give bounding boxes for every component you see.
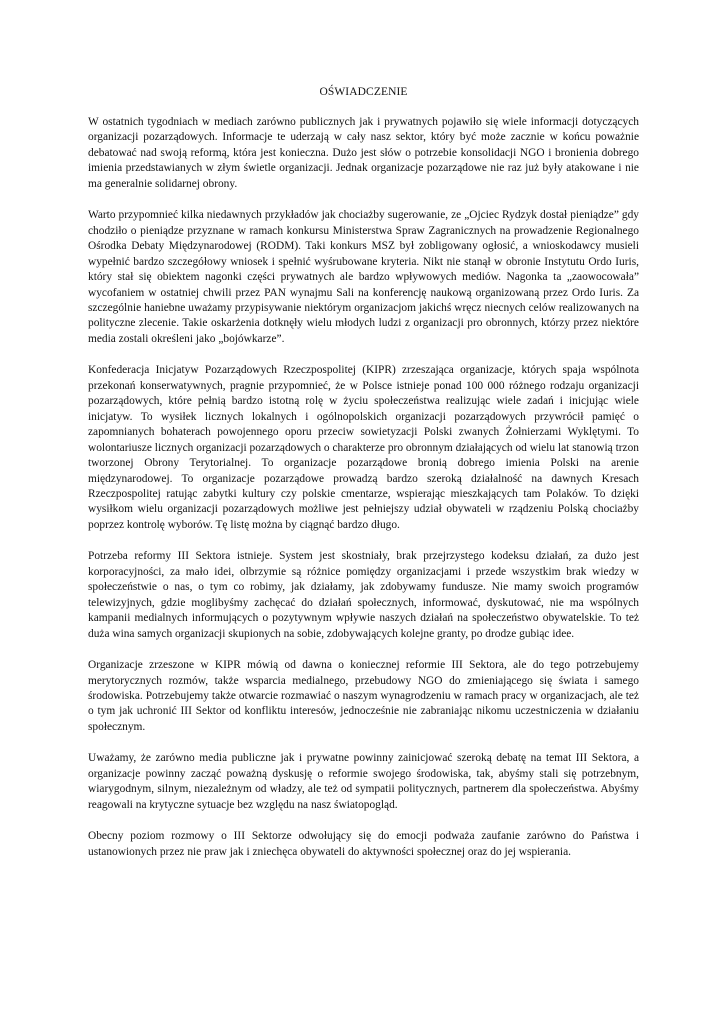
document-title: OŚWIADCZENIE xyxy=(319,86,408,98)
paragraph-3: Konfederacja Inicjatyw Pozarządowych Rzeczpospolitej (KIPR) zrzeszająca organizacje, których spaja wspólnota przekonań konserwatywnych, pragnie przypomnieć, że w Polsce istnieje ponad 100 000 różnego rodzaju organizacji pozarządowych, które pełnią bardzo istotną rolę w życiu społeczeństwa realizując wiele zadań i inicjując wiele inicjatyw. To wysiłek licznych lokalnych i ogólnopolskich organizacji pozarządowych przywrócił pamięć o zapomnianych bohaterach powojennego oporu przeciw sowietyzacji Polski zwanych Żołnierzami Wyklętymi. To wolontariusze licznych organizacji pozarządowych o charakterze pro obronnym działających od wielu lat stanowią trzon tworzonej Obrony Terytorialnej. To organizacje pozarządowe bronią dobrego imienia Polski na arenie międzynarodowej. To organizacje pozarządowe prowadzą bardzo szeroką działalność na dawnych Kresach Rzeczpospolitej ratując zabytki kultury czy polskie cmentarze, wspierając mieszkających tam Polaków. To dzięki wysiłkom wielu organizacji pozarządowych możliwe jest pełniejszy udział obywateli w rządzeniu Polską chociażby poprzez kontrolę wyborów. Tę listę można by ciągnąć bardzo długo. xyxy=(88,364,639,531)
paragraph-1: W ostatnich tygodniach w mediach zarówno publicznych jak i prywatnych pojawiło się wiele informacji dotyczących organizacji pozarządowych. Informacje te uderzają w cały nasz sektor, który być może zacznie w końcu poważnie debatować nad swoją reformą, która jest konieczna. Dużo jest słów o potrzebie konsolidacji NGO i bronienia dobrego imienia przedstawianych w złym świetle organizacji. Jednak organizacje pozarządowe nie raz już były atakowane i nie ma generalnie solidarnej obrony. xyxy=(88,116,639,190)
paragraph-6: Uważamy, że zarówno media publiczne jak i prywatne powinny zainicjować szeroką debatę na temat III Sektora, a organizacje powinny zacząć poważną dyskusję o reformie swojego środowiska, tak, abyśmy stali się potrzebnym, wiarygodnym, silnym, niezależnym od władzy, ale też od sympatii politycznych, partnerem dla społeczeństwa. Abyśmy reagowali na krytyczne sytuacje bez względu na nasz światopogląd. xyxy=(88,752,639,811)
paragraph-4: Potrzeba reformy III Sektora istnieje. System jest skostniały, brak przejrzystego kodeksu działań, za dużo jest korporacyjności, za mało idei, olbrzymie są różnice pomiędzy organizacjami i przede wszystkim brak wiedzy w społeczeństwie o nas, o tym co robimy, jak działamy, jak zdobywamy fundusze. Nie mamy swoich programów telewizyjnych, gdzie moglibyśmy zachęcać do działań społecznych, informować, dyskutować, nie ma wspólnych kampanii medialnych informujących o pozytywnym wpływie naszych działań na społeczeństwo obywatelskie. To też duża wina samych organizacji skupionych na sobie, zdobywających kolejne granty, po drodze gubiąc idee. xyxy=(88,550,639,640)
paragraph-7: Obecny poziom rozmowy o III Sektorze odwołujący się do emocji podważa zaufanie zarówno do Państwa i ustanowionych przez nie praw jak i zniechęca obywateli do aktywności społecznej oraz do jej wspierania. xyxy=(88,830,639,858)
paragraph-2: Warto przypomnieć kilka niedawnych przykładów jak chociażby sugerowanie, ze „Ojciec Rydzyk dostał pieniądze” gdy chodziło o pieniądze przyznane w ramach konkursu Ministerstwa Spraw Zagranicznych na prowadzenie Regionalnego Ośrodka Debaty Międzynarodowej (RODM). Taki konkurs MSZ był zobligowany ogłosić, a wnioskodawcy musieli wypełnić bardzo szczegółowy wniosek i spełnić wyśrubowane kryteria. Nikt nie stanął w obronie Instytutu Ordo Iuris, który stał się obiektem nagonki części prywatnych ale bardzo wpływowych mediów. Nagonka ta „zaowocowała” wycofaniem w ostatniej chwili przez PAN wynajmu Sali na konferencję naukową organizowaną przez Ordo Iuris. Za szczególnie haniebne uważamy przypisywanie niektórym organizacjom jakichś wręcz niecnych celów realizowanych na polityczne zlecenie. Takie oskarżenia dotknęły wielu młodych ludzi z organizacji pro obronnych, którzy przez niektóre media zostali określeni jako „bojówkarze”. xyxy=(88,209,639,345)
document-page xyxy=(88,84,639,876)
paragraph-5: Organizacje zrzeszone w KIPR mówią od dawna o koniecznej reformie III Sektora, ale do tego potrzebujemy merytorycznych rozmów, także wsparcia medialnego, przebudowy NGO do zmieniającego się świata i samego środowiska. Potrzebujemy także otwarcie rozmawiać o naszym wynagrodzeniu w ramach pracy w organizacjach, ale też o tym jak uchronić III Sektor od konfliktu interesów, jednocześnie nie zabraniając nikomu uczestniczenia w działaniu społecznym. xyxy=(88,659,639,733)
